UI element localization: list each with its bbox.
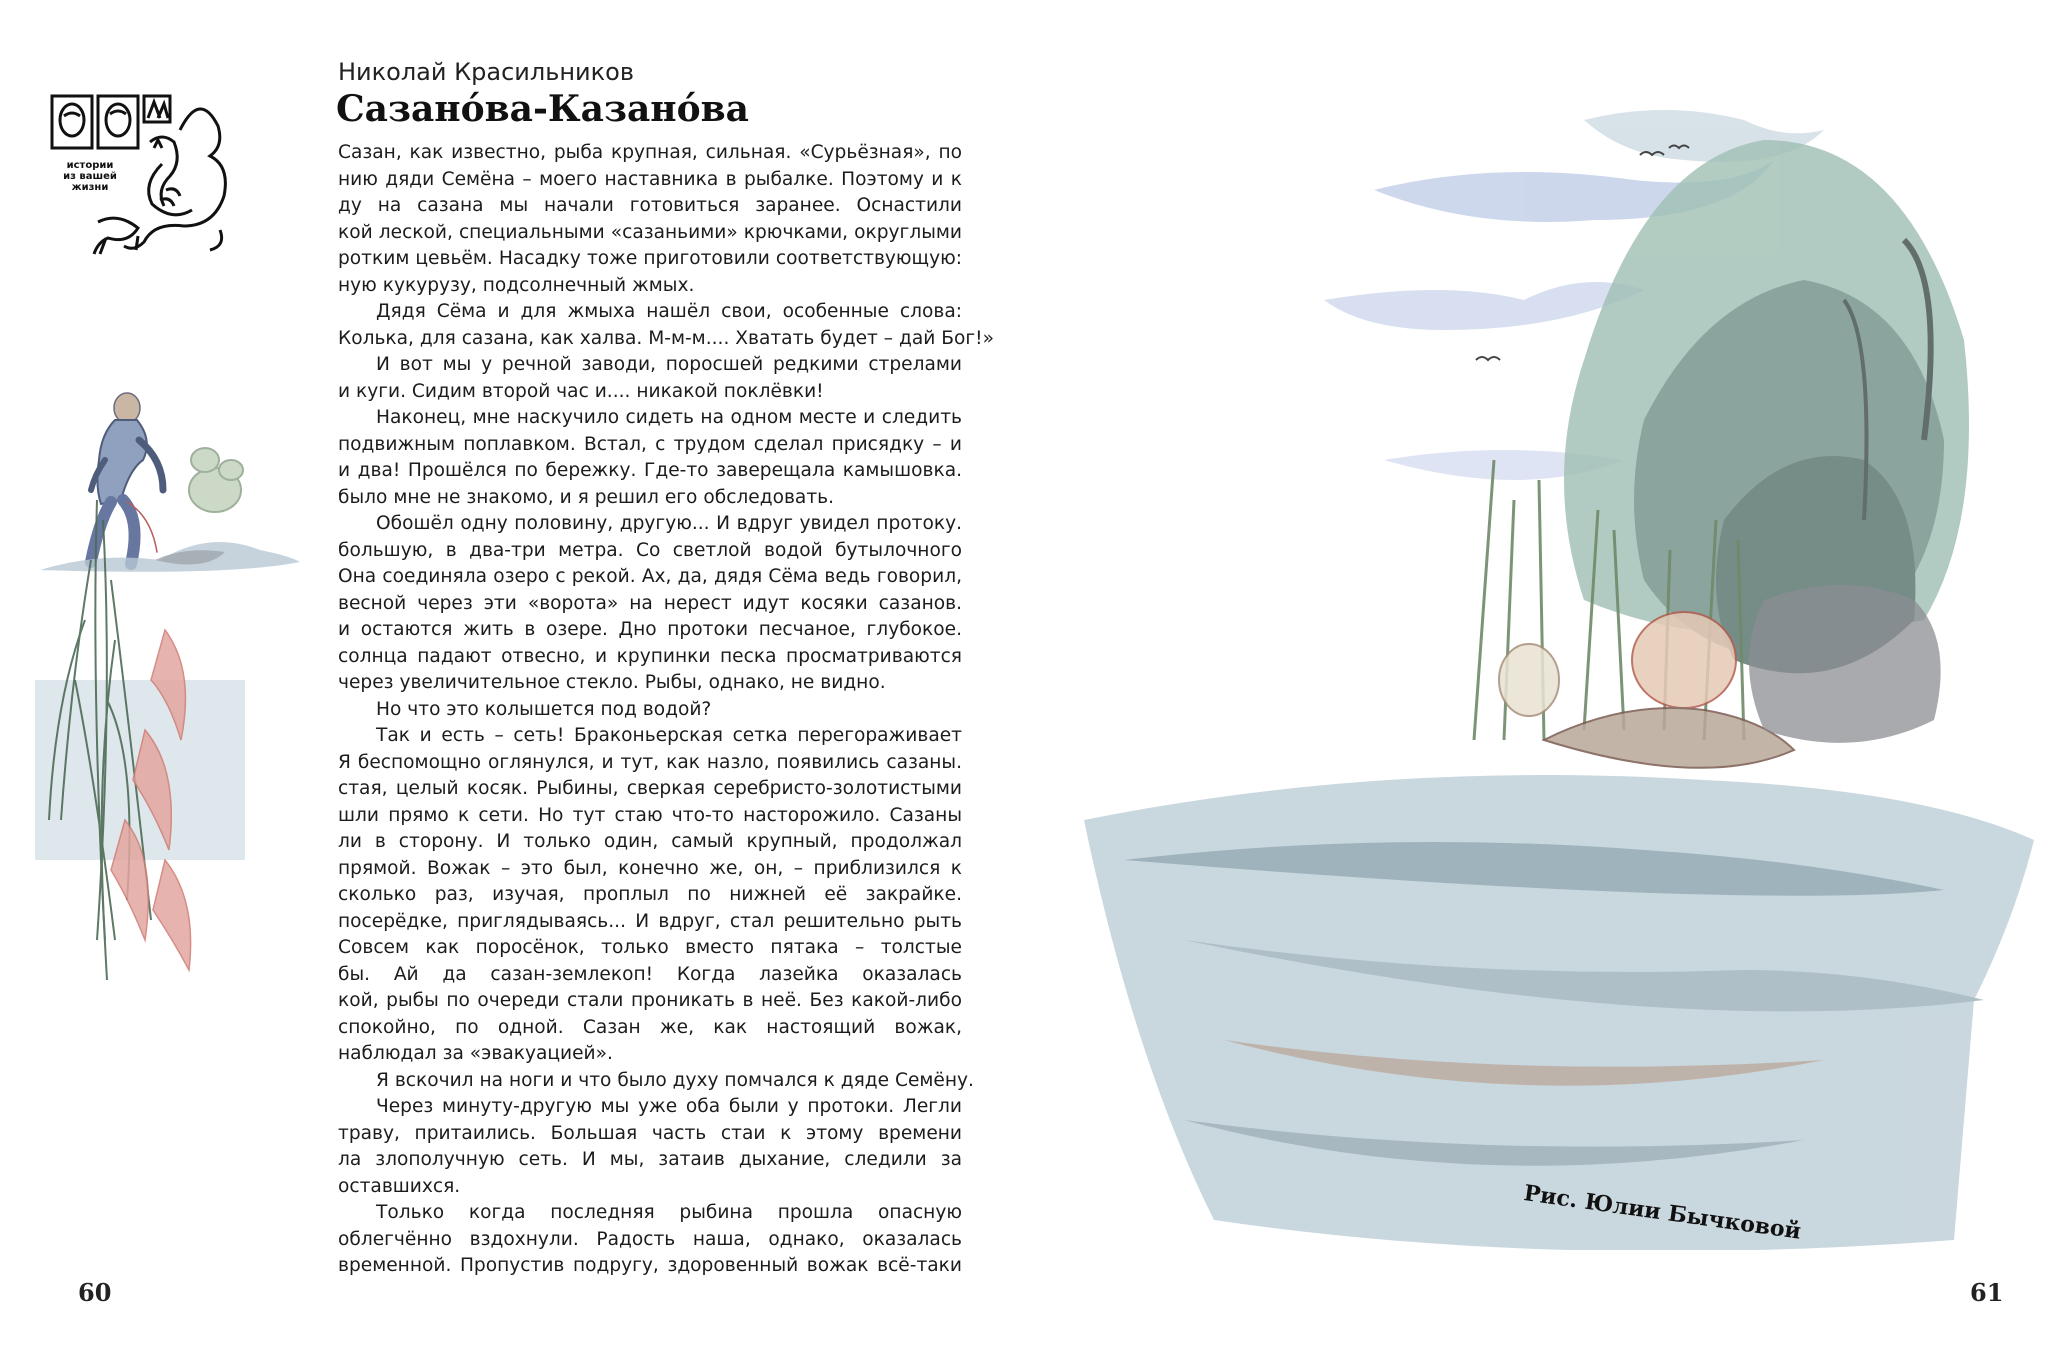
margin-sketch-image	[15, 380, 325, 1220]
article-body	[338, 140, 994, 1280]
body-line: солнца падают отвесно, и крупинки песка просматриваются	[338, 645, 962, 667]
body-line: Она соединяла озеро с рекой. Ах, да, дядя Сёма ведь говорил,	[338, 566, 962, 587]
body-line: Сазан, как известно, рыба крупная, сильная. «Сурьёзная», по	[338, 142, 962, 163]
rocks-wash	[1749, 585, 1941, 743]
body-line: Наконец, мне наскучило сидеть на одном месте и следить	[376, 407, 962, 428]
body-line: ротким цевьём. Насадку тоже приготовили соответствующую:	[338, 248, 962, 269]
page-number-right: 61	[1970, 1278, 2004, 1307]
body-line: И вот мы у речной заводи, поросшей редкими стрелами	[376, 354, 962, 375]
body-line: прямой. Вожак – это был, конечно же, он, – приблизился к	[338, 857, 962, 879]
body-line: Я вскочил на ноги и что было духу помчался к дяде Семёну.	[376, 1069, 974, 1091]
watercolor-illustration	[1024, 40, 2048, 1250]
body-line: Я беспомощно оглянулся, и тут, как назло, появились сазаны.	[338, 751, 962, 773]
body-line: Колька, для сазана, как халва. М-м-м.... Хватать будет – дай Бог!»	[338, 327, 994, 349]
body-line: наблюдал за «эвакуацией».	[338, 1043, 613, 1064]
body-line: ла злополучную сеть. И мы, затаив дыхание, следили за	[338, 1149, 962, 1170]
body-line: и остаются жить в озере. Дно протоки песчаное, глубокое.	[338, 619, 962, 640]
body-line: и куги. Сидим второй час и.... никакой поклёвки!	[338, 380, 824, 402]
body-line: Но что это колышется под водой?	[376, 698, 712, 720]
article-title: Сазано́ва-Казано́ва	[336, 88, 749, 130]
body-line: кой, рыбы по очереди стали проникать в неё. Без какой-либо	[338, 990, 962, 1011]
body-line: оставшихся.	[338, 1175, 461, 1197]
body-line: шли прямо к сети. Но тут стаю что-то насторожило. Сазаны	[338, 804, 962, 826]
fisherman-sketch	[91, 393, 163, 564]
body-line: ду на сазана мы начали готовиться заранее. Оснастили	[338, 195, 962, 216]
body-line: траву, притаились. Большая часть стаи к этому времени	[338, 1122, 962, 1144]
body-line: весной через эти «ворота» на нерест идут косяки сазанов.	[338, 592, 962, 614]
body-line: нию дяди Семёна – моего наставника в рыбалке. Поэтому и к	[338, 168, 962, 190]
body-line: спокойно, по одной. Сазан же, как настоящий вожак,	[338, 1016, 962, 1038]
body-line: Совсем как поросёнок, только вместо пятака – толстые	[338, 937, 962, 958]
rubric-caption	[52, 160, 128, 193]
rubric-caption-line: истории	[66, 160, 114, 171]
body-line: Через минуту-другую мы уже оба были у протоки. Легли	[376, 1096, 962, 1117]
body-line: сколько раз, изучая, проплыл по нижней её закрайке.	[338, 884, 962, 905]
body-line: бы. Ай да сазан-землекоп! Когда лазейка оказалась	[338, 963, 962, 985]
body-line: ли в сторону. И только один, самый крупный, продолжал	[338, 831, 962, 852]
body-line: Только когда последняя рыбина прошла опасную	[376, 1202, 962, 1223]
page-number-left: 60	[78, 1278, 112, 1307]
rubric-caption-line: из вашей	[63, 171, 117, 182]
trees-wash	[1564, 140, 1969, 673]
body-line: и два! Прошёлся по бережку. Где-то заверещала камышовка.	[338, 460, 962, 481]
body-line: Так и есть – сеть! Браконьерская сетка перегораживает	[376, 725, 962, 746]
body-line: кой леской, специальными «сазаньими» крючками, округлыми	[338, 221, 962, 243]
illustration-credit: Рис. Юлии Бычковой	[1522, 1180, 1803, 1245]
body-line: временной. Пропустив подругу, здоровенный вожак всё-таки	[338, 1255, 962, 1276]
body-line: было мне не знакомо, и я решил его обследовать.	[338, 486, 835, 508]
bush-sketch	[189, 448, 243, 512]
body-line: большую, в два-три метра. Со светлой водой бутылочного	[338, 539, 962, 561]
body-line: посерёдке, приглядываясь... И вдруг, стал решительно рыть	[338, 910, 962, 932]
body-line: подвижным поплавком. Встал, с трудом сделал присядку – и	[338, 433, 962, 455]
body-line: ную кукурузу, подсолнечный жмых.	[338, 274, 695, 296]
water-wash	[1084, 775, 2034, 1250]
right-page	[1024, 0, 2048, 1350]
body-line: Обошёл одну половину, другую... И вдруг увидел протоку.	[376, 513, 962, 534]
author-name: Николай Красильников	[338, 58, 634, 86]
body-line: через увеличительное стекло. Рыбы, однако, не видно.	[338, 672, 886, 693]
rubric-caption-line: жизни	[71, 182, 109, 193]
body-line: Дядя Сёма и для жмыха нашёл свои, особенные слова:	[376, 301, 962, 322]
body-line: облегчённо вздохнули. Радость наша, однако, оказалась	[338, 1228, 962, 1250]
body-line: стая, целый косяк. Рыбины, сверкая серебристо-золотистыми	[338, 778, 962, 799]
